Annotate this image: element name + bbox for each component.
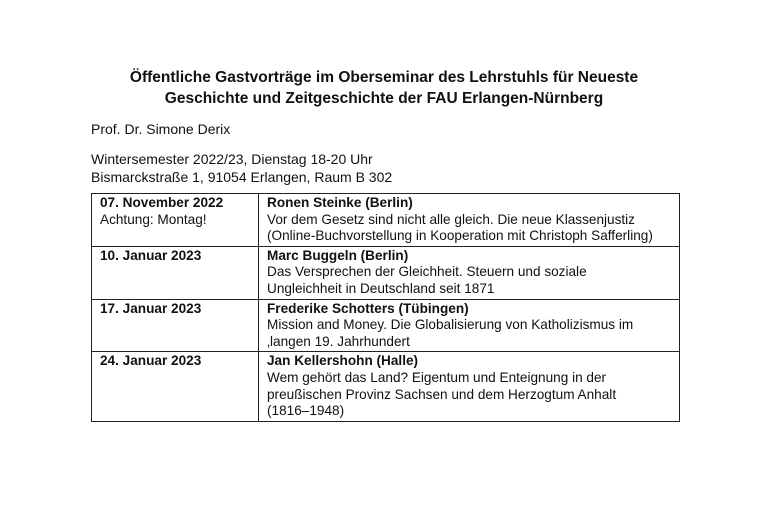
talk-title-line: Das Versprechen der Gleichheit. Steuern und soziale [267,264,587,280]
document-title [0,67,768,109]
table-row [92,194,680,247]
table-row [92,246,680,299]
talk-title-line: preußischen Provinz Sachsen und dem Herzogtum Anhalt [267,386,617,402]
title-line-1: Öffentliche Gastvorträge im Oberseminar des Lehrstuhls für Neueste [129,69,639,86]
table-row [92,299,680,352]
talk-cell [259,194,680,247]
talk-title-line: Vor dem Gesetz sind nicht alle gleich. Die neue Klassenjustiz [267,211,635,227]
semester-info: Wintersemester 2022/23, Dienstag 18-20 Uhr [91,151,373,167]
talk-title-line: (Online-Buchvorstellung in Kooperation mit Christoph Safferling) [267,228,653,244]
talk-title-line: Wem gehört das Land? Eigentum und Enteignung in der [267,369,607,385]
event-note: Achtung: Montag! [100,211,207,227]
schedule-table [91,193,680,422]
professor-name: Prof. Dr. Simone Derix [91,121,231,137]
talk-title-line: Mission and Money. Die Globalisierung von Katholizismus im [267,317,634,333]
talk-cell [259,299,680,352]
event-date: 24. Januar 2023 [100,353,202,369]
location-info: Bismarckstraße 1, 91054 Erlangen, Raum B 302 [91,169,393,185]
title-line-2: Geschichte und Zeitgeschichte der FAU Erlangen-Nürnberg [164,90,604,107]
speaker-name: Marc Buggeln (Berlin) [267,247,409,263]
event-date: 17. Januar 2023 [100,300,202,316]
date-cell [92,246,259,299]
event-date: 07. November 2022 [100,195,224,210]
speaker-name: Frederike Schotters (Tübingen) [267,300,469,316]
date-cell [92,299,259,352]
talk-cell [259,352,680,421]
talk-title-line: ‚langen 19. Jahrhundert [267,333,410,349]
talk-title-line: (1816–1948) [267,403,345,419]
date-cell [92,352,259,421]
table-row [92,352,680,421]
speaker-name: Jan Kellershohn (Halle) [267,353,419,369]
event-date: 10. Januar 2023 [100,247,202,263]
date-cell [92,194,259,247]
speaker-name: Ronen Steinke (Berlin) [267,195,413,210]
talk-cell [259,246,680,299]
talk-title-line: Ungleichheit in Deutschland seit 1871 [267,280,495,296]
